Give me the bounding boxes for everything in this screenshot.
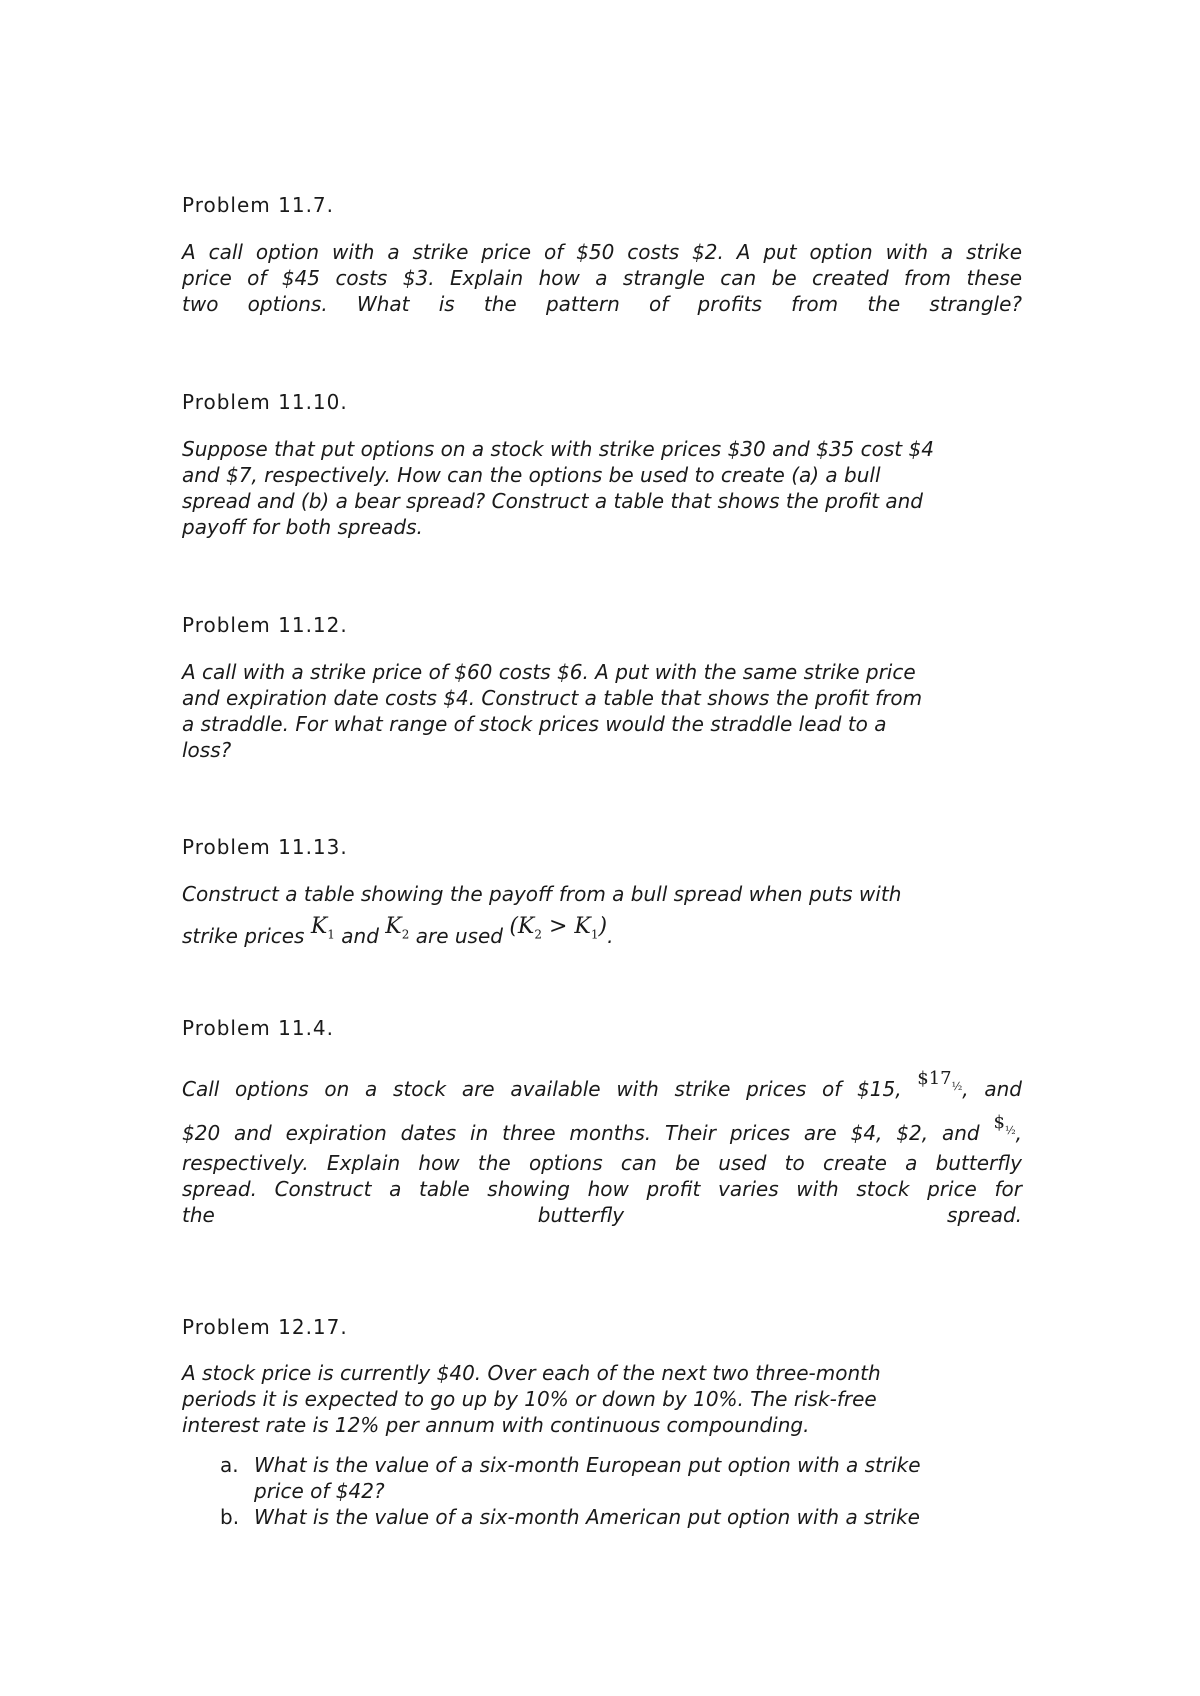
text-line: payoff for both spreads. [182,515,423,539]
text-line: price of $45 costs $3. Explain how a strangle can be created from these [182,266,1022,290]
text-fragment: , and [962,1077,1022,1101]
math-symbol: > K [542,914,591,939]
text-line [182,914,1022,957]
problem-text [182,1068,1022,1228]
text-fragment: . [607,924,614,948]
math-condition [509,914,608,942]
problem-text [182,659,1022,763]
math-subscript: ½ [1004,1124,1016,1137]
text-line: respectively. Explain how the options can be used to create a butterfly [182,1151,1022,1175]
math-symbol: $17 [917,1068,952,1089]
problem-title: Problem 11.10. [182,390,348,414]
text-fragment: $20 and expiration dates in three months. Their prices are $4, $2, and [182,1121,980,1145]
problem-title: Problem 11.7. [182,193,335,217]
math-symbol: ) [598,914,608,939]
text-line: Suppose that put options on a stock with strike prices $30 and $35 cost $4 [182,437,934,461]
text-line: two options. What is the pattern of profits from the strangle? [182,292,1022,316]
text-line: and expiration date costs $4. Construct a table that shows the profit from [182,686,923,710]
math-fraction [993,1112,1016,1137]
text-fragment: strike prices [182,924,305,948]
problem-text [182,239,1022,317]
text-line: a straddle. For what range of stock prices would the straddle lead to a [182,712,887,736]
text-line: the butterfly spread. [182,1203,1022,1227]
text-line: spread. Construct a table showing how profit varies with stock price for [182,1177,1022,1201]
math-k2 [385,914,410,942]
sub-question-list [220,1452,1020,1530]
math-symbol: $ [993,1112,1005,1133]
problem-title: Problem 11.13. [182,835,348,859]
text-line: and $7, respectively. How can the options be used to create (a) a bull [182,463,881,487]
list-item [220,1504,1020,1530]
text-fragment: , [1015,1121,1022,1145]
text-line: periods it is expected to go up by 10% or down by 10%. The risk-free [182,1387,877,1411]
math-subscript: 2 [401,927,410,942]
list-marker: b. [220,1505,240,1529]
text-line: interest rate is 12% per annum with continuous compounding. [182,1413,810,1437]
text-line: spread and (b) a bear spread? Construct a table that shows the profit and [182,489,923,513]
text-fragment: Call options on a stock are available with strike prices of $15, [182,1077,902,1101]
problem-title: Problem 12.17. [182,1315,348,1339]
math-symbol: K [385,914,402,939]
text-fragment: are used [415,924,503,948]
math-symbol: K [310,914,328,939]
text-line [182,1112,1022,1150]
problem-title: Problem 11.12. [182,613,348,637]
text-line: A call with a strike price of $60 costs $6. A put with the same strike price [182,660,916,684]
problem-title: Problem 11.4. [182,1016,335,1040]
text-line: What is the value of a six-month American put option with a strike [254,1505,920,1529]
math-subscript: ½ [951,1080,963,1093]
math-fraction [917,1068,963,1093]
math-subscript: 1 [590,927,599,942]
text-line: loss? [182,738,232,762]
problem-text [182,1360,1022,1438]
math-symbol: (K [509,914,535,939]
text-line: A stock price is currently $40. Over each of the next two three-month [182,1361,881,1385]
list-marker: a. [220,1453,239,1477]
text-line [182,1068,1022,1106]
problem-text [182,436,1022,540]
text-line: A call option with a strike price of $50 costs $2. A put option with a strike [182,240,1022,264]
list-item [220,1452,1020,1504]
text-line: What is the value of a six-month European put option with a strike [254,1453,921,1477]
text-line: Construct a table showing the payoff from a bull spread when puts with [182,882,902,906]
text-line: price of $42? [254,1479,385,1503]
math-subscript: 1 [327,927,335,942]
text-fragment: and [341,924,379,948]
math-k1 [310,914,335,942]
math-subscript: 2 [534,927,542,942]
problem-text [182,881,1022,957]
